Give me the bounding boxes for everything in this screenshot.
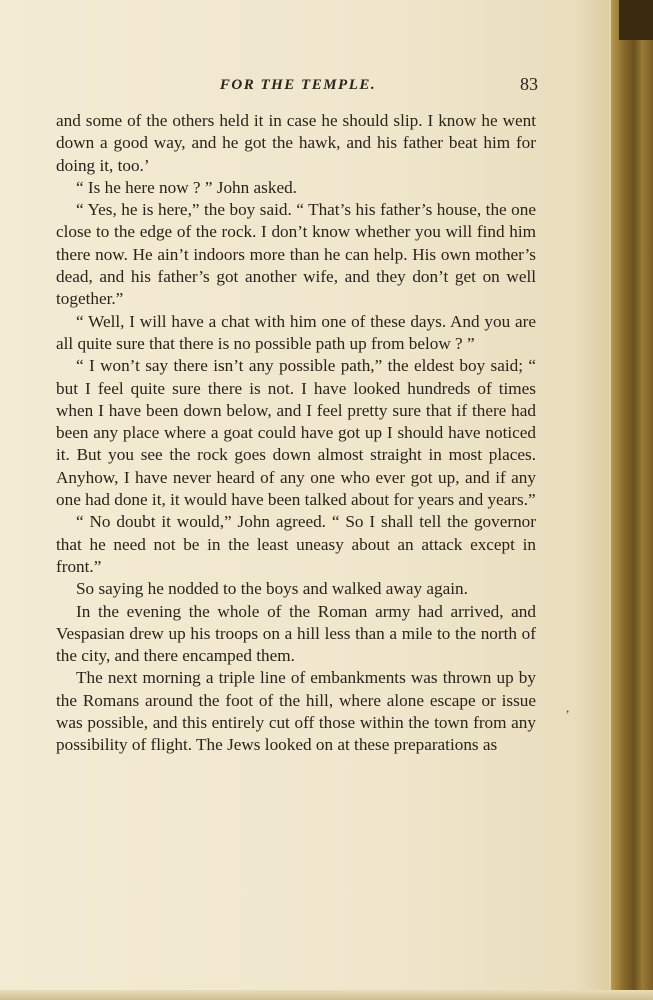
paragraph: So saying he nodded to the boys and walked away again. xyxy=(76,579,468,599)
paragraph: “ No doubt it would,” John agreed. “ So I shall tell the governor that he need not be in the least uneasy about an attack except in front.” xyxy=(56,512,536,576)
paragraph: “ Is he here now ? ” John asked. xyxy=(76,177,297,197)
paragraph: “ Well, I will have a chat with him one of these days. And you are all quite sure that there is no possible path up from below ? ” xyxy=(56,311,536,353)
page-number: 83 xyxy=(520,74,538,94)
paragraph: “ I won’t say there isn’t any possible path,” the eldest boy said; “ but I feel quite sure there is not. I have looked hundreds of times when I have been down below, and I feel pretty sure that if there had been any place where a goat could have got up I should have noticed it. But you see the rock goes down almost straight in most places. Anyhow, I have never heard of any one who ever got up, and if any one had done it, it would have been talked about for years and years.” xyxy=(56,356,536,510)
page-header xyxy=(56,74,540,98)
body-text xyxy=(56,110,536,757)
paragraph: and some of the others held it in case he should slip. I know he went down a good way, and he got the hawk, and his father beat him for doing it, too.’ xyxy=(56,111,536,175)
page-bottom-edge xyxy=(0,990,653,1000)
running-head: FOR THE TEMPLE. xyxy=(219,77,377,93)
margin-mark: , xyxy=(566,700,570,715)
book-spine xyxy=(611,0,653,1000)
paragraph: In the evening the whole of the Roman army had arrived, and Vespasian drew up his troops on a hill less than a mile to the north of the city, and there encamped them. xyxy=(56,601,536,666)
paragraph: The next morning a triple line of embankments was thrown up by the Romans around the foot of the hill, where alone escape or issue was possible, and this entirely cut off those within the town from any possibility of flight. The Jews looked on at these preparations as xyxy=(56,668,536,755)
paragraph: “ Yes, he is here,” the boy said. “ That’s his father’s house, the one close to the edge of the rock. I don’t know whether you will find him there now. He ain’t indoors more than he can help. His own mother’s dead, and his father’s got another wife, and they don’t get on well together.” xyxy=(56,200,536,309)
spine-corner xyxy=(619,0,653,40)
